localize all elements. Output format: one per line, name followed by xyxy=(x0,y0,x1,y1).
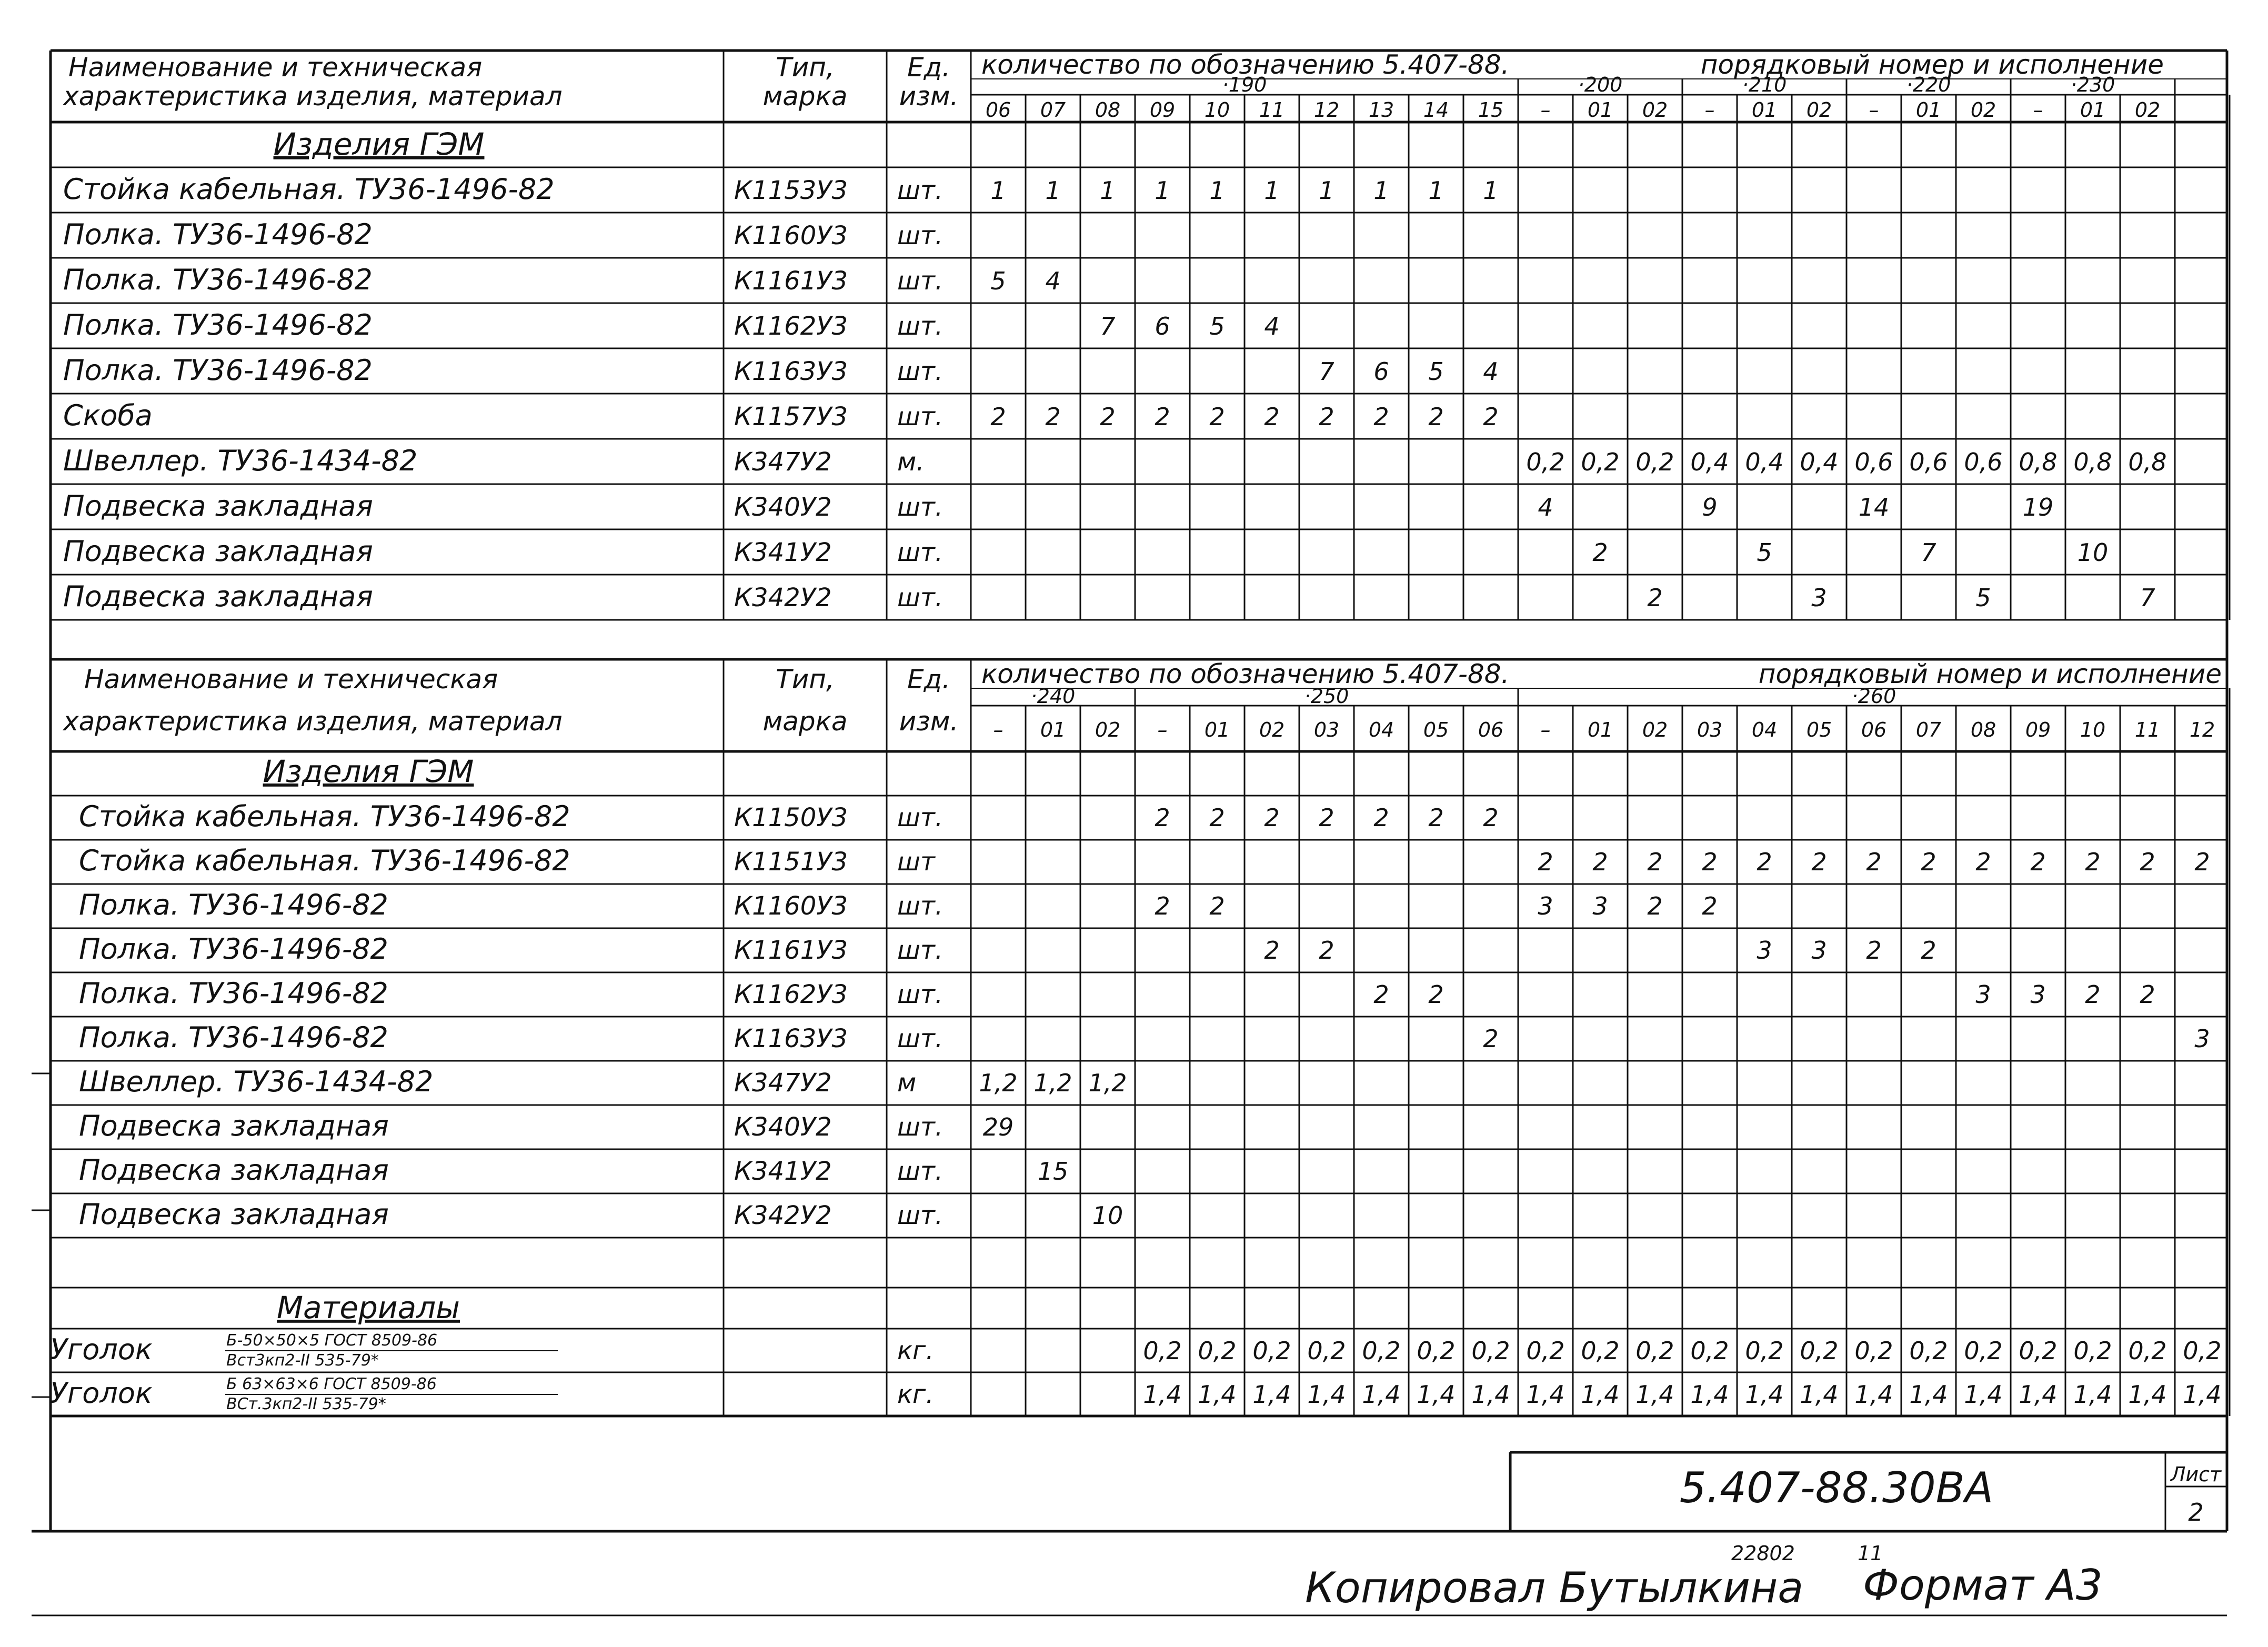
row-type: К341У2 xyxy=(734,538,832,567)
sub-col-label: 12 xyxy=(1313,98,1340,122)
cell-value: 2 xyxy=(2085,848,2101,876)
row-unit: шт. xyxy=(897,980,944,1009)
cell-value: 29 xyxy=(982,1113,1014,1141)
cell-value: 2 xyxy=(1592,538,1608,567)
header-span-left: количество по обозначению 5.407-88. xyxy=(981,659,1510,689)
cell-value: 0,2 xyxy=(1307,1337,1346,1365)
group-label: ·190 xyxy=(1222,73,1267,96)
material-spec-bottom: ВСт.3кп2-II 535-79* xyxy=(226,1395,386,1413)
row-unit: шт. xyxy=(897,538,944,567)
cell-value: 2 xyxy=(1428,980,1444,1009)
cell-value: 0,6 xyxy=(1964,448,2003,476)
cell-value: 1,4 xyxy=(1800,1380,1839,1409)
cell-value: 2 xyxy=(1264,804,1280,832)
cell-value: 2 xyxy=(1319,403,1334,431)
cell-value: 2 xyxy=(1319,936,1334,965)
row-unit: кг. xyxy=(897,1336,934,1365)
cell-value: 2 xyxy=(1100,403,1116,431)
cell-value: 2 xyxy=(990,403,1006,431)
cell-value: 0,2 xyxy=(1581,1337,1620,1365)
row-name: Полка. ТУ36-1496-82 xyxy=(79,888,388,921)
cell-value: 5 xyxy=(990,267,1006,295)
cell-value: 1,4 xyxy=(1417,1380,1456,1409)
cell-value: 2 xyxy=(1045,403,1061,431)
group-label: ·260 xyxy=(1851,685,1896,708)
cell-value: 2 xyxy=(1866,936,1882,965)
sub-col-label: 14 xyxy=(1423,98,1449,122)
header-name-line2: характеристика изделия, материал xyxy=(63,706,563,737)
group-label: ·210 xyxy=(1742,73,1787,96)
cell-value: 2 xyxy=(1373,804,1389,832)
cell-value: 2 xyxy=(1866,848,1882,876)
row-type: К1160У3 xyxy=(734,891,848,921)
sub-col-label: 13 xyxy=(1368,98,1394,122)
cell-value: 2 xyxy=(1483,804,1499,832)
row-unit: шт. xyxy=(897,312,944,341)
cell-value: 3 xyxy=(1811,936,1827,965)
cell-value: 2 xyxy=(1975,848,1991,876)
sub-col-label: 04 xyxy=(1751,718,1778,741)
cell-value: 7 xyxy=(1100,312,1116,340)
sub-col-label: – xyxy=(1157,718,1168,741)
sub-col-label: 07 xyxy=(1040,98,1066,122)
cell-value: 2 xyxy=(1264,936,1280,965)
row-type: К342У2 xyxy=(734,583,832,612)
sub-col-label: 04 xyxy=(1368,718,1394,741)
row-name: Полка. ТУ36-1496-82 xyxy=(63,308,373,342)
row-unit: кг. xyxy=(897,1380,934,1409)
row-type: К347У2 xyxy=(734,447,832,477)
header-span-right: порядковый номер и исполнение xyxy=(1758,659,2222,689)
row-unit: шт. xyxy=(897,221,944,250)
sub-col-label: 02 xyxy=(1095,718,1121,741)
sub-col-label: 01 xyxy=(1751,98,1778,122)
cell-value: 4 xyxy=(1264,312,1280,340)
cell-value: 0,2 xyxy=(2019,1337,2058,1365)
cell-value: 1 xyxy=(1264,176,1280,205)
header-type-line2: марка xyxy=(762,706,848,737)
row-unit: шт. xyxy=(897,402,944,431)
cell-value: 2 xyxy=(1155,403,1170,431)
row-name: Швеллер. ТУ36-1434-82 xyxy=(79,1065,434,1098)
row-unit: шт. xyxy=(897,1112,944,1142)
sub-col-label: 08 xyxy=(1095,98,1121,122)
cell-value: 2 xyxy=(1373,403,1389,431)
cell-value: 0,2 xyxy=(1471,1337,1510,1365)
cell-value: 0,6 xyxy=(1854,448,1893,476)
cell-value: 2 xyxy=(2030,848,2046,876)
cell-value: 2 xyxy=(1264,403,1280,431)
sub-col-label: 08 xyxy=(1970,718,1996,741)
sub-col-label: 05 xyxy=(1423,718,1449,741)
row-name: Стойка кабельная. ТУ36-1496-82 xyxy=(79,844,570,877)
cell-value: 6 xyxy=(1373,357,1389,386)
cell-value: 1,4 xyxy=(1581,1380,1620,1409)
sheet-label: Лист xyxy=(2170,1463,2222,1486)
section-title-products: Изделия ГЭМ xyxy=(273,126,485,162)
row-name: Подвеска закладная xyxy=(63,535,373,568)
cell-value: 3 xyxy=(1592,892,1608,920)
row-type: К1163У3 xyxy=(734,357,848,386)
group-label: ·220 xyxy=(1906,73,1951,96)
cell-value: 1,4 xyxy=(1526,1380,1565,1409)
row-unit: шт. xyxy=(897,803,944,832)
row-type: К1162У3 xyxy=(734,980,848,1009)
sub-col-label: 01 xyxy=(1040,718,1066,741)
cell-value: 0,4 xyxy=(1800,448,1839,476)
sub-col-label: 02 xyxy=(1806,98,1832,122)
header-span-left: количество по обозначению 5.407-88. xyxy=(981,49,1510,80)
cell-value: 0,2 xyxy=(1800,1337,1839,1365)
row-unit: шт. xyxy=(897,583,944,612)
sub-col-label: 01 xyxy=(1915,98,1942,122)
cell-value: 7 xyxy=(1921,538,1936,567)
row-unit: шт. xyxy=(897,493,944,522)
sub-col-label: – xyxy=(1540,98,1551,122)
cell-value: 1,4 xyxy=(1964,1380,2003,1409)
cell-value: 0,2 xyxy=(1964,1337,2003,1365)
cell-value: 4 xyxy=(1045,267,1061,295)
cell-value: 2 xyxy=(2140,980,2155,1009)
group-label: ·250 xyxy=(1304,685,1349,708)
sub-col-label: 01 xyxy=(2080,98,2106,122)
cell-value: 0,2 xyxy=(1143,1337,1182,1365)
cell-value: 1 xyxy=(1100,176,1116,205)
header-unit-line2: изм. xyxy=(899,706,959,737)
cell-value: 10 xyxy=(2077,538,2109,567)
row-unit: м. xyxy=(897,447,925,477)
row-name: Уголок xyxy=(50,1377,153,1410)
cell-value: 0,8 xyxy=(2128,448,2167,476)
cell-value: 0,2 xyxy=(1526,1337,1565,1365)
cell-value: 1,2 xyxy=(1088,1069,1127,1097)
row-type: К1157У3 xyxy=(734,402,848,431)
header-name-line1: Наименование и техническая xyxy=(84,664,498,695)
row-name: Швеллер. ТУ36-1434-82 xyxy=(63,444,418,477)
sub-col-label: 12 xyxy=(2189,718,2215,741)
row-name: Полка. ТУ36-1496-82 xyxy=(79,1021,388,1054)
group-label: ·200 xyxy=(1578,73,1623,96)
header-unit-line1: Ед. xyxy=(907,52,951,83)
cell-value: 5 xyxy=(1975,584,1991,612)
cell-value: 1 xyxy=(1155,176,1170,205)
cell-value: 3 xyxy=(1811,584,1827,612)
row-name: Уголок xyxy=(50,1333,153,1366)
sub-col-label: 05 xyxy=(1806,718,1832,741)
cell-value: 0,2 xyxy=(1252,1337,1291,1365)
material-spec-bottom: Вст3кп2-II 535-79* xyxy=(226,1351,379,1370)
cell-value: 7 xyxy=(1319,357,1334,386)
row-name: Подвеска закладная xyxy=(79,1153,389,1187)
sub-col-label: 02 xyxy=(1259,718,1285,741)
cell-value: 7 xyxy=(2140,584,2155,612)
row-type: К1163У3 xyxy=(734,1024,848,1053)
row-name: Подвеска закладная xyxy=(79,1109,389,1142)
cell-value: 0,2 xyxy=(2128,1337,2167,1365)
cell-value: 0,2 xyxy=(1745,1337,1784,1365)
cell-value: 15 xyxy=(1037,1157,1069,1186)
cell-value: 2 xyxy=(1209,804,1225,832)
row-unit: шт. xyxy=(897,1157,944,1186)
row-type: К1161У3 xyxy=(734,266,848,296)
row-unit: шт. xyxy=(897,891,944,921)
row-type: К1162У3 xyxy=(734,312,848,341)
row-unit: шт. xyxy=(897,936,944,965)
row-type: К1161У3 xyxy=(734,936,848,965)
cell-value: 10 xyxy=(1092,1201,1123,1230)
row-name: Подвеска закладная xyxy=(79,1198,389,1231)
sub-col-label: 03 xyxy=(1697,718,1723,741)
cell-value: 3 xyxy=(1757,936,1772,965)
sub-col-label: 10 xyxy=(2080,718,2106,741)
cell-value: 2 xyxy=(1155,892,1170,920)
cell-value: 1 xyxy=(1428,176,1444,205)
header-unit-line1: Ед. xyxy=(907,664,951,695)
header-type-line1: Тип, xyxy=(776,52,835,83)
sub-col-label: 11 xyxy=(1259,98,1285,122)
sub-col-label: 09 xyxy=(2025,718,2051,741)
row-name: Стойка кабельная. ТУ36-1496-82 xyxy=(79,800,570,833)
row-name: Полка. ТУ36-1496-82 xyxy=(79,932,388,966)
sub-col-label: 01 xyxy=(1587,98,1613,122)
cell-value: 1,4 xyxy=(1143,1380,1182,1409)
row-name: Подвеска закладная xyxy=(63,580,373,613)
cell-value: 3 xyxy=(2030,980,2046,1009)
cell-value: 2 xyxy=(1155,804,1170,832)
cell-value: 3 xyxy=(2194,1025,2210,1053)
cell-value: 6 xyxy=(1155,312,1170,340)
sheet-number: 2 xyxy=(2188,1498,2204,1527)
cell-value: 2 xyxy=(1921,848,1936,876)
cell-value: 2 xyxy=(1373,980,1389,1009)
cell-value: 0,2 xyxy=(1198,1337,1237,1365)
cell-value: 0,2 xyxy=(1635,448,1674,476)
cell-value: 1 xyxy=(1373,176,1389,205)
header-type-line2: марка xyxy=(762,81,848,112)
cell-value: 1 xyxy=(1483,176,1499,205)
cell-value: 1,4 xyxy=(2128,1380,2167,1409)
cell-value: 2 xyxy=(1483,403,1499,431)
cell-value: 0,2 xyxy=(1417,1337,1456,1365)
row-unit: м xyxy=(897,1068,917,1098)
sub-col-label: 07 xyxy=(1915,718,1942,741)
cell-value: 4 xyxy=(1483,357,1499,386)
cell-value: 0,2 xyxy=(1909,1337,1948,1365)
cell-value: 0,2 xyxy=(2073,1337,2112,1365)
row-name: Стойка кабельная. ТУ36-1496-82 xyxy=(63,173,555,206)
row-type: К1153У3 xyxy=(734,176,848,205)
row-type: К1150У3 xyxy=(734,803,848,832)
cell-value: 14 xyxy=(1858,493,1890,521)
cell-value: 1,4 xyxy=(1362,1380,1401,1409)
sub-col-label: 02 xyxy=(1970,98,1996,122)
cell-value: 0,2 xyxy=(2183,1337,2222,1365)
sub-col-label: – xyxy=(1869,98,1879,122)
paper-format: Формат А3 xyxy=(1863,1561,2103,1610)
cell-value: 3 xyxy=(1975,980,1991,1009)
sub-col-label: 02 xyxy=(1642,98,1668,122)
cell-value: 0,2 xyxy=(1362,1337,1401,1365)
cell-value: 1,2 xyxy=(979,1069,1018,1097)
sub-col-label: 06 xyxy=(1861,718,1887,741)
row-unit: шт. xyxy=(897,1201,944,1230)
group-label: ·240 xyxy=(1030,685,1076,708)
cell-value: 19 xyxy=(2022,493,2054,521)
sub-col-label: 03 xyxy=(1313,718,1340,741)
sub-col-label: 06 xyxy=(1478,718,1504,741)
cell-value: 1,4 xyxy=(1198,1380,1237,1409)
row-type: К1160У3 xyxy=(734,221,848,250)
cell-value: 3 xyxy=(1538,892,1553,920)
sub-col-label: 10 xyxy=(1204,98,1230,122)
cell-value: 0,4 xyxy=(1690,448,1729,476)
cell-value: 0,6 xyxy=(1909,448,1948,476)
header-type-line1: Тип, xyxy=(776,664,835,695)
sub-col-label: 06 xyxy=(985,98,1011,122)
cell-value: 1,2 xyxy=(1033,1069,1072,1097)
cell-value: 2 xyxy=(1209,892,1225,920)
cell-value: 0,8 xyxy=(2019,448,2058,476)
sub-col-label: 01 xyxy=(1587,718,1613,741)
cell-value: 2 xyxy=(1647,848,1663,876)
sub-col-label: 02 xyxy=(2134,98,2161,122)
cell-value: 1,4 xyxy=(1690,1380,1729,1409)
row-type: К341У2 xyxy=(734,1157,832,1186)
cell-value: 2 xyxy=(2194,848,2210,876)
sub-col-label: 11 xyxy=(2134,718,2161,741)
copied-by: Копировал Бутылкина xyxy=(1305,1563,1804,1612)
cell-value: 0,2 xyxy=(1854,1337,1893,1365)
row-name: Подвеска закладная xyxy=(63,489,373,523)
cell-value: 2 xyxy=(1921,936,1936,965)
cell-value: 1,4 xyxy=(2183,1380,2222,1409)
cell-value: 1,4 xyxy=(1471,1380,1510,1409)
cell-value: 1,4 xyxy=(1307,1380,1346,1409)
cell-value: 2 xyxy=(1811,848,1827,876)
row-unit: шт. xyxy=(897,176,944,205)
sub-col-label: 15 xyxy=(1478,98,1504,122)
header-name-line2: характеристика изделия, материал xyxy=(63,81,563,112)
archive-number: 22802 xyxy=(1731,1542,1795,1565)
archive-index: 11 xyxy=(1858,1542,1883,1565)
material-spec-top: Б-50×50×5 ГОСТ 8509-86 xyxy=(226,1331,438,1350)
cell-value: 2 xyxy=(2085,980,2101,1009)
cell-value: 2 xyxy=(2140,848,2155,876)
cell-value: 1,4 xyxy=(2073,1380,2112,1409)
section-title-products: Изделия ГЭМ xyxy=(263,754,474,789)
table-text xyxy=(50,49,2222,1612)
sub-col-label: – xyxy=(993,718,1003,741)
cell-value: 1,4 xyxy=(1854,1380,1893,1409)
cell-value: 1,4 xyxy=(1745,1380,1784,1409)
cell-value: 2 xyxy=(1757,848,1772,876)
sub-col-label: – xyxy=(2033,98,2043,122)
row-type: К1151У3 xyxy=(734,847,848,877)
cell-value: 2 xyxy=(1647,584,1663,612)
cell-value: 2 xyxy=(1538,848,1553,876)
row-name: Полка. ТУ36-1496-82 xyxy=(79,977,388,1010)
sub-col-label: 01 xyxy=(1204,718,1230,741)
drawing-code: 5.407-88.30ВА xyxy=(1679,1463,1994,1512)
cell-value: 2 xyxy=(1428,804,1444,832)
cell-value: 1 xyxy=(1319,176,1334,205)
row-type: К340У2 xyxy=(734,1112,832,1142)
cell-value: 9 xyxy=(1702,493,1718,521)
row-unit: шт. xyxy=(897,357,944,386)
cell-value: 1,4 xyxy=(1252,1380,1291,1409)
cell-value: 1 xyxy=(990,176,1006,205)
cell-value: 5 xyxy=(1209,312,1225,340)
row-name: Полка. ТУ36-1496-82 xyxy=(63,263,373,296)
cell-value: 2 xyxy=(1702,892,1718,920)
cell-value: 2 xyxy=(1319,804,1334,832)
row-unit: шт. xyxy=(897,1024,944,1053)
cell-value: 2 xyxy=(1428,403,1444,431)
cell-value: 0,2 xyxy=(1581,448,1620,476)
sub-col-label: – xyxy=(1540,718,1551,741)
cell-value: 1,4 xyxy=(2019,1380,2058,1409)
cell-value: 2 xyxy=(1702,848,1718,876)
cell-value: 1 xyxy=(1209,176,1225,205)
row-unit: шт xyxy=(897,847,935,877)
row-name: Скоба xyxy=(63,399,153,432)
group-label: ·230 xyxy=(2070,73,2115,96)
row-type: К342У2 xyxy=(734,1201,832,1230)
cell-value: 0,4 xyxy=(1745,448,1784,476)
row-type: К347У2 xyxy=(734,1068,832,1098)
cell-value: 0,2 xyxy=(1526,448,1565,476)
cell-value: 2 xyxy=(1592,848,1608,876)
sub-col-label: 02 xyxy=(1642,718,1668,741)
row-name: Полка. ТУ36-1496-82 xyxy=(63,218,373,251)
header-span-right: порядковый номер и исполнение xyxy=(1700,49,2164,80)
cell-value: 0,2 xyxy=(1690,1337,1729,1365)
cell-value: 0,8 xyxy=(2073,448,2112,476)
cell-value: 5 xyxy=(1428,357,1444,386)
header-unit-line2: изм. xyxy=(899,81,959,112)
cell-value: 5 xyxy=(1757,538,1772,567)
section-title-materials: Материалы xyxy=(277,1290,460,1325)
cell-value: 2 xyxy=(1647,892,1663,920)
row-name: Полка. ТУ36-1496-82 xyxy=(63,354,373,387)
row-unit: шт. xyxy=(897,266,944,296)
cell-value: 2 xyxy=(1209,403,1225,431)
cell-value: 1,4 xyxy=(1909,1380,1948,1409)
cell-value: 4 xyxy=(1538,493,1553,521)
sub-col-label: 09 xyxy=(1149,98,1176,122)
row-type: К340У2 xyxy=(734,493,832,522)
cell-value: 1 xyxy=(1045,176,1061,205)
header-name-line1: Наименование и техническая xyxy=(68,52,483,83)
cell-value: 0,2 xyxy=(1635,1337,1674,1365)
sub-col-label: – xyxy=(1704,98,1715,122)
cell-value: 1,4 xyxy=(1635,1380,1674,1409)
material-spec-top: Б 63×63×6 ГОСТ 8509-86 xyxy=(226,1375,437,1393)
cell-value: 2 xyxy=(1483,1025,1499,1053)
